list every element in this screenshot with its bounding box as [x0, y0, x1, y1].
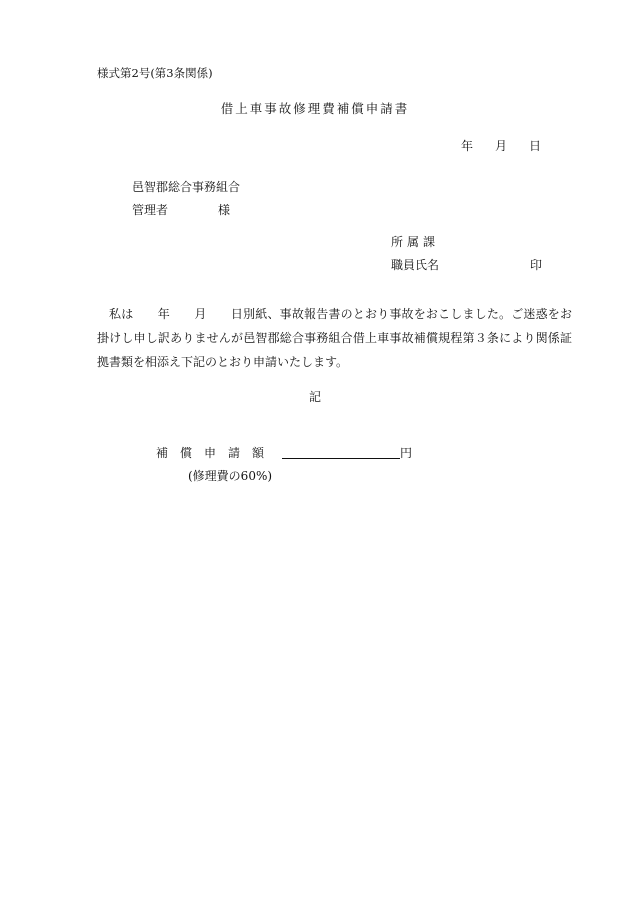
- administrator-label: 管理者: [132, 203, 169, 217]
- seal-mark: 印: [530, 258, 543, 272]
- document-title: 借上車事故修理費補償申請書: [220, 101, 410, 116]
- amount-note: (修理費の60%): [188, 469, 273, 483]
- department-label: 所属課: [391, 235, 440, 249]
- honorific-label: 様: [218, 203, 231, 217]
- staff-name-label: 職員氏名: [391, 258, 440, 272]
- form-number: 様式第2号(第3条関係): [97, 66, 213, 80]
- addressee-administrator: [132, 204, 230, 216]
- body-line-1: 私は 年 月 日別紙、事故報告書のとおり事故をおこしました。ご迷惑をお: [109, 307, 572, 321]
- date-month-label: 月: [495, 139, 508, 153]
- addressee-organization: 邑智郡総合事務組合: [132, 180, 241, 194]
- date-line: [461, 140, 541, 152]
- amount-blank-field: [282, 446, 400, 459]
- amount-label: 補償申請額: [156, 446, 277, 460]
- amount-unit: 円: [400, 446, 413, 460]
- record-heading: 記: [308, 390, 321, 404]
- date-year-label: 年: [461, 139, 474, 153]
- application-body: [97, 302, 572, 374]
- date-day-label: 日: [529, 139, 542, 153]
- body-line-2: 掛けし申し訳ありませんが邑智郡総合事務組合借上車事故補償規程第３条により関係証: [97, 331, 572, 345]
- body-line-3: 拠書類を相添え下記のとおり申請いたします。: [97, 355, 349, 369]
- amount-line: [156, 446, 412, 459]
- applicant-name-line: [391, 258, 543, 272]
